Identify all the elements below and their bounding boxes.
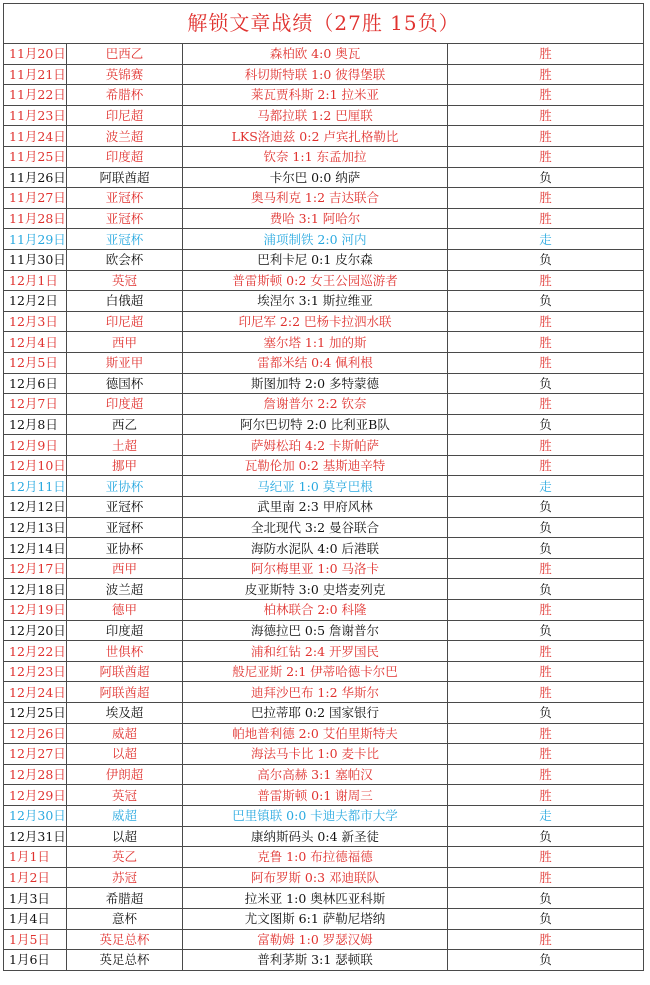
league-cell: 阿联酋超 xyxy=(67,661,183,682)
table-row xyxy=(4,497,644,518)
result-cell: 胜 xyxy=(448,208,644,229)
date-cell: 11月26日 xyxy=(4,167,67,188)
league-cell: 亚协杯 xyxy=(67,538,183,559)
match-cell: 海德拉巴 0:5 詹谢普尔 xyxy=(183,620,448,641)
table-row xyxy=(4,764,644,785)
date-cell: 11月28日 xyxy=(4,208,67,229)
result-cell: 负 xyxy=(448,373,644,394)
table-row xyxy=(4,538,644,559)
table-row xyxy=(4,579,644,600)
result-cell: 负 xyxy=(448,497,644,518)
date-cell: 12月6日 xyxy=(4,373,67,394)
date-cell: 12月22日 xyxy=(4,641,67,662)
date-cell: 12月10日 xyxy=(4,455,67,476)
league-cell: 英乙 xyxy=(67,847,183,868)
result-cell: 负 xyxy=(448,291,644,312)
match-cell: 浦和红钻 2:4 开罗国民 xyxy=(183,641,448,662)
date-cell: 12月20日 xyxy=(4,620,67,641)
title-row xyxy=(4,4,644,44)
match-cell: 阿尔巴切特 2:0 比利亚B队 xyxy=(183,414,448,435)
result-cell: 胜 xyxy=(448,435,644,456)
date-cell: 11月24日 xyxy=(4,126,67,147)
league-cell: 印尼超 xyxy=(67,105,183,126)
result-cell: 胜 xyxy=(448,455,644,476)
league-cell: 英冠 xyxy=(67,270,183,291)
result-cell: 胜 xyxy=(448,352,644,373)
date-cell: 12月24日 xyxy=(4,682,67,703)
date-cell: 11月23日 xyxy=(4,105,67,126)
date-cell: 11月29日 xyxy=(4,229,67,250)
date-cell: 11月30日 xyxy=(4,249,67,270)
table-row xyxy=(4,888,644,909)
result-cell: 负 xyxy=(448,703,644,724)
league-cell: 德甲 xyxy=(67,600,183,621)
league-cell: 亚冠杯 xyxy=(67,497,183,518)
result-cell: 胜 xyxy=(448,146,644,167)
match-cell: 普利茅斯 3:1 瑟顿联 xyxy=(183,950,448,971)
table-row xyxy=(4,929,644,950)
date-cell: 11月27日 xyxy=(4,188,67,209)
table-row xyxy=(4,188,644,209)
date-cell: 1月2日 xyxy=(4,867,67,888)
match-cell: 奥马利克 1:2 吉达联合 xyxy=(183,188,448,209)
league-cell: 威超 xyxy=(67,723,183,744)
date-cell: 11月22日 xyxy=(4,85,67,106)
date-cell: 11月20日 xyxy=(4,44,67,65)
table-row xyxy=(4,950,644,971)
date-cell: 1月5日 xyxy=(4,929,67,950)
date-cell: 1月6日 xyxy=(4,950,67,971)
match-cell: 马都拉联 1:2 巴厘联 xyxy=(183,105,448,126)
table-row xyxy=(4,414,644,435)
league-cell: 世俱杯 xyxy=(67,641,183,662)
league-cell: 亚协杯 xyxy=(67,476,183,497)
match-cell: 阿布罗斯 0:3 邓迪联队 xyxy=(183,867,448,888)
match-cell: 康纳斯码头 0:4 新圣徒 xyxy=(183,826,448,847)
result-cell: 胜 xyxy=(448,188,644,209)
league-cell: 亚冠杯 xyxy=(67,229,183,250)
result-cell: 走 xyxy=(448,805,644,826)
date-cell: 12月31日 xyxy=(4,826,67,847)
table-row xyxy=(4,620,644,641)
result-cell: 胜 xyxy=(448,105,644,126)
table-row xyxy=(4,826,644,847)
table-row xyxy=(4,229,644,250)
table-row xyxy=(4,270,644,291)
match-cell: 柏林联合 2:0 科隆 xyxy=(183,600,448,621)
date-cell: 1月1日 xyxy=(4,847,67,868)
table-row xyxy=(4,908,644,929)
match-cell: 萨姆松珀 4:2 卡斯帕萨 xyxy=(183,435,448,456)
league-cell: 巴西乙 xyxy=(67,44,183,65)
result-cell: 胜 xyxy=(448,558,644,579)
result-cell: 负 xyxy=(448,950,644,971)
table-row xyxy=(4,641,644,662)
league-cell: 亚冠杯 xyxy=(67,208,183,229)
match-cell: 詹谢普尔 2:2 钦奈 xyxy=(183,394,448,415)
result-cell: 胜 xyxy=(448,44,644,65)
league-cell: 印度超 xyxy=(67,146,183,167)
date-cell: 12月18日 xyxy=(4,579,67,600)
league-cell: 苏冠 xyxy=(67,867,183,888)
result-cell: 胜 xyxy=(448,85,644,106)
table-row xyxy=(4,373,644,394)
date-cell: 12月23日 xyxy=(4,661,67,682)
date-cell: 12月27日 xyxy=(4,744,67,765)
table-row xyxy=(4,682,644,703)
match-cell: LKS洛迪兹 0:2 卢宾扎格勒比 xyxy=(183,126,448,147)
record-table xyxy=(3,3,644,971)
date-cell: 12月1日 xyxy=(4,270,67,291)
result-cell: 负 xyxy=(448,249,644,270)
result-cell: 负 xyxy=(448,908,644,929)
match-cell: 森柏欧 4:0 奥瓦 xyxy=(183,44,448,65)
league-cell: 亚冠杯 xyxy=(67,188,183,209)
league-cell: 德国杯 xyxy=(67,373,183,394)
match-cell: 印尼军 2:2 巴杨卡拉泗水联 xyxy=(183,311,448,332)
league-cell: 英足总杯 xyxy=(67,950,183,971)
result-cell: 胜 xyxy=(448,847,644,868)
result-cell: 胜 xyxy=(448,929,644,950)
table-row xyxy=(4,744,644,765)
league-cell: 印度超 xyxy=(67,394,183,415)
table-row xyxy=(4,126,644,147)
table-row xyxy=(4,85,644,106)
match-cell: 费哈 3:1 阿哈尔 xyxy=(183,208,448,229)
result-cell: 负 xyxy=(448,538,644,559)
result-cell: 胜 xyxy=(448,867,644,888)
match-cell: 武里南 2:3 甲府风林 xyxy=(183,497,448,518)
league-cell: 英足总杯 xyxy=(67,929,183,950)
result-cell: 胜 xyxy=(448,126,644,147)
table-row xyxy=(4,311,644,332)
match-cell: 科切斯特联 1:0 彼得堡联 xyxy=(183,64,448,85)
table-row xyxy=(4,435,644,456)
match-cell: 钦奈 1:1 东孟加拉 xyxy=(183,146,448,167)
table-row xyxy=(4,558,644,579)
date-cell: 12月8日 xyxy=(4,414,67,435)
league-cell: 白俄超 xyxy=(67,291,183,312)
table-row xyxy=(4,208,644,229)
date-cell: 1月4日 xyxy=(4,908,67,929)
match-cell: 莱瓦贾科斯 2:1 拉米亚 xyxy=(183,85,448,106)
table-row xyxy=(4,291,644,312)
league-cell: 希腊超 xyxy=(67,888,183,909)
table-row xyxy=(4,517,644,538)
result-cell: 胜 xyxy=(448,332,644,353)
match-cell: 高尔高赫 3:1 塞帕汉 xyxy=(183,764,448,785)
league-cell: 亚冠杯 xyxy=(67,517,183,538)
result-cell: 胜 xyxy=(448,764,644,785)
result-cell: 负 xyxy=(448,826,644,847)
league-cell: 挪甲 xyxy=(67,455,183,476)
match-cell: 卡尔巴 0:0 纳萨 xyxy=(183,167,448,188)
match-cell: 巴拉蒂耶 0:2 国家银行 xyxy=(183,703,448,724)
table-row xyxy=(4,249,644,270)
league-cell: 以超 xyxy=(67,744,183,765)
result-cell: 走 xyxy=(448,476,644,497)
match-cell: 尤文图斯 6:1 萨勒尼塔纳 xyxy=(183,908,448,929)
date-cell: 12月17日 xyxy=(4,558,67,579)
date-cell: 12月3日 xyxy=(4,311,67,332)
league-cell: 土超 xyxy=(67,435,183,456)
league-cell: 威超 xyxy=(67,805,183,826)
match-cell: 普雷斯顿 0:2 女王公园巡游者 xyxy=(183,270,448,291)
result-cell: 胜 xyxy=(448,785,644,806)
league-cell: 波兰超 xyxy=(67,579,183,600)
league-cell: 阿联酋超 xyxy=(67,682,183,703)
result-cell: 负 xyxy=(448,167,644,188)
match-cell: 斯图加特 2:0 多特蒙德 xyxy=(183,373,448,394)
match-cell: 巴利卡尼 0:1 皮尔森 xyxy=(183,249,448,270)
result-cell: 胜 xyxy=(448,641,644,662)
match-cell: 瓦勒伦加 0:2 基斯迪辛特 xyxy=(183,455,448,476)
result-cell: 胜 xyxy=(448,270,644,291)
league-cell: 希腊杯 xyxy=(67,85,183,106)
result-cell: 胜 xyxy=(448,682,644,703)
match-cell: 海防水泥队 4:0 后港联 xyxy=(183,538,448,559)
table-row xyxy=(4,394,644,415)
match-cell: 般尼亚斯 2:1 伊蒂哈德卡尔巴 xyxy=(183,661,448,682)
table-row xyxy=(4,847,644,868)
league-cell: 西甲 xyxy=(67,558,183,579)
table-row xyxy=(4,785,644,806)
result-cell: 负 xyxy=(448,888,644,909)
match-cell: 阿尔梅里亚 1:0 马洛卡 xyxy=(183,558,448,579)
match-cell: 克鲁 1:0 布拉德福德 xyxy=(183,847,448,868)
match-cell: 拉米亚 1:0 奥林匹亚科斯 xyxy=(183,888,448,909)
league-cell: 西甲 xyxy=(67,332,183,353)
date-cell: 12月26日 xyxy=(4,723,67,744)
league-cell: 阿联酋超 xyxy=(67,167,183,188)
page-title: 解锁文章战绩（27胜 15负） xyxy=(4,4,644,44)
result-cell: 胜 xyxy=(448,744,644,765)
table-row xyxy=(4,867,644,888)
result-cell: 胜 xyxy=(448,661,644,682)
match-cell: 全北现代 3:2 曼谷联合 xyxy=(183,517,448,538)
table-row xyxy=(4,44,644,65)
match-cell: 迪拜沙巴布 1:2 华斯尔 xyxy=(183,682,448,703)
result-cell: 胜 xyxy=(448,64,644,85)
date-cell: 12月30日 xyxy=(4,805,67,826)
table-row xyxy=(4,64,644,85)
table-row xyxy=(4,105,644,126)
match-cell: 海法马卡比 1:0 麦卡比 xyxy=(183,744,448,765)
league-cell: 斯亚甲 xyxy=(67,352,183,373)
date-cell: 11月21日 xyxy=(4,64,67,85)
result-cell: 负 xyxy=(448,620,644,641)
result-cell: 负 xyxy=(448,517,644,538)
table-row xyxy=(4,805,644,826)
league-cell: 波兰超 xyxy=(67,126,183,147)
date-cell: 12月2日 xyxy=(4,291,67,312)
league-cell: 印度超 xyxy=(67,620,183,641)
league-cell: 西乙 xyxy=(67,414,183,435)
match-cell: 皮亚斯特 3:0 史塔麦列克 xyxy=(183,579,448,600)
league-cell: 印尼超 xyxy=(67,311,183,332)
result-cell: 负 xyxy=(448,579,644,600)
date-cell: 12月9日 xyxy=(4,435,67,456)
result-cell: 胜 xyxy=(448,394,644,415)
date-cell: 12月29日 xyxy=(4,785,67,806)
date-cell: 12月4日 xyxy=(4,332,67,353)
match-cell: 塞尔塔 1:1 加的斯 xyxy=(183,332,448,353)
result-cell: 负 xyxy=(448,414,644,435)
league-cell: 以超 xyxy=(67,826,183,847)
match-cell: 帕地普利德 2:0 艾伯里斯特夫 xyxy=(183,723,448,744)
league-cell: 伊朗超 xyxy=(67,764,183,785)
date-cell: 12月19日 xyxy=(4,600,67,621)
league-cell: 欧会杯 xyxy=(67,249,183,270)
date-cell: 1月3日 xyxy=(4,888,67,909)
date-cell: 12月28日 xyxy=(4,764,67,785)
table-row xyxy=(4,661,644,682)
table-row xyxy=(4,146,644,167)
league-cell: 英锦赛 xyxy=(67,64,183,85)
match-cell: 普雷斯顿 0:1 谢周三 xyxy=(183,785,448,806)
date-cell: 12月12日 xyxy=(4,497,67,518)
date-cell: 12月25日 xyxy=(4,703,67,724)
result-cell: 胜 xyxy=(448,723,644,744)
table-row xyxy=(4,600,644,621)
table-row xyxy=(4,723,644,744)
league-cell: 意杯 xyxy=(67,908,183,929)
match-cell: 马纪亚 1:0 莫亨巴根 xyxy=(183,476,448,497)
result-cell: 胜 xyxy=(448,311,644,332)
date-cell: 12月11日 xyxy=(4,476,67,497)
date-cell: 12月13日 xyxy=(4,517,67,538)
table-row xyxy=(4,167,644,188)
date-cell: 12月14日 xyxy=(4,538,67,559)
match-cell: 巴里镇联 0:0 卡迪夫都市大学 xyxy=(183,805,448,826)
table-row xyxy=(4,332,644,353)
league-cell: 埃及超 xyxy=(67,703,183,724)
match-cell: 埃涅尔 3:1 斯拉维亚 xyxy=(183,291,448,312)
table-row xyxy=(4,352,644,373)
match-cell: 雷都米结 0:4 佩利根 xyxy=(183,352,448,373)
date-cell: 12月5日 xyxy=(4,352,67,373)
table-row xyxy=(4,703,644,724)
result-cell: 走 xyxy=(448,229,644,250)
table-row xyxy=(4,476,644,497)
result-cell: 胜 xyxy=(448,600,644,621)
date-cell: 12月7日 xyxy=(4,394,67,415)
table-row xyxy=(4,455,644,476)
league-cell: 英冠 xyxy=(67,785,183,806)
date-cell: 11月25日 xyxy=(4,146,67,167)
match-cell: 浦项制铁 2:0 河内 xyxy=(183,229,448,250)
match-cell: 富勒姆 1:0 罗瑟汉姆 xyxy=(183,929,448,950)
